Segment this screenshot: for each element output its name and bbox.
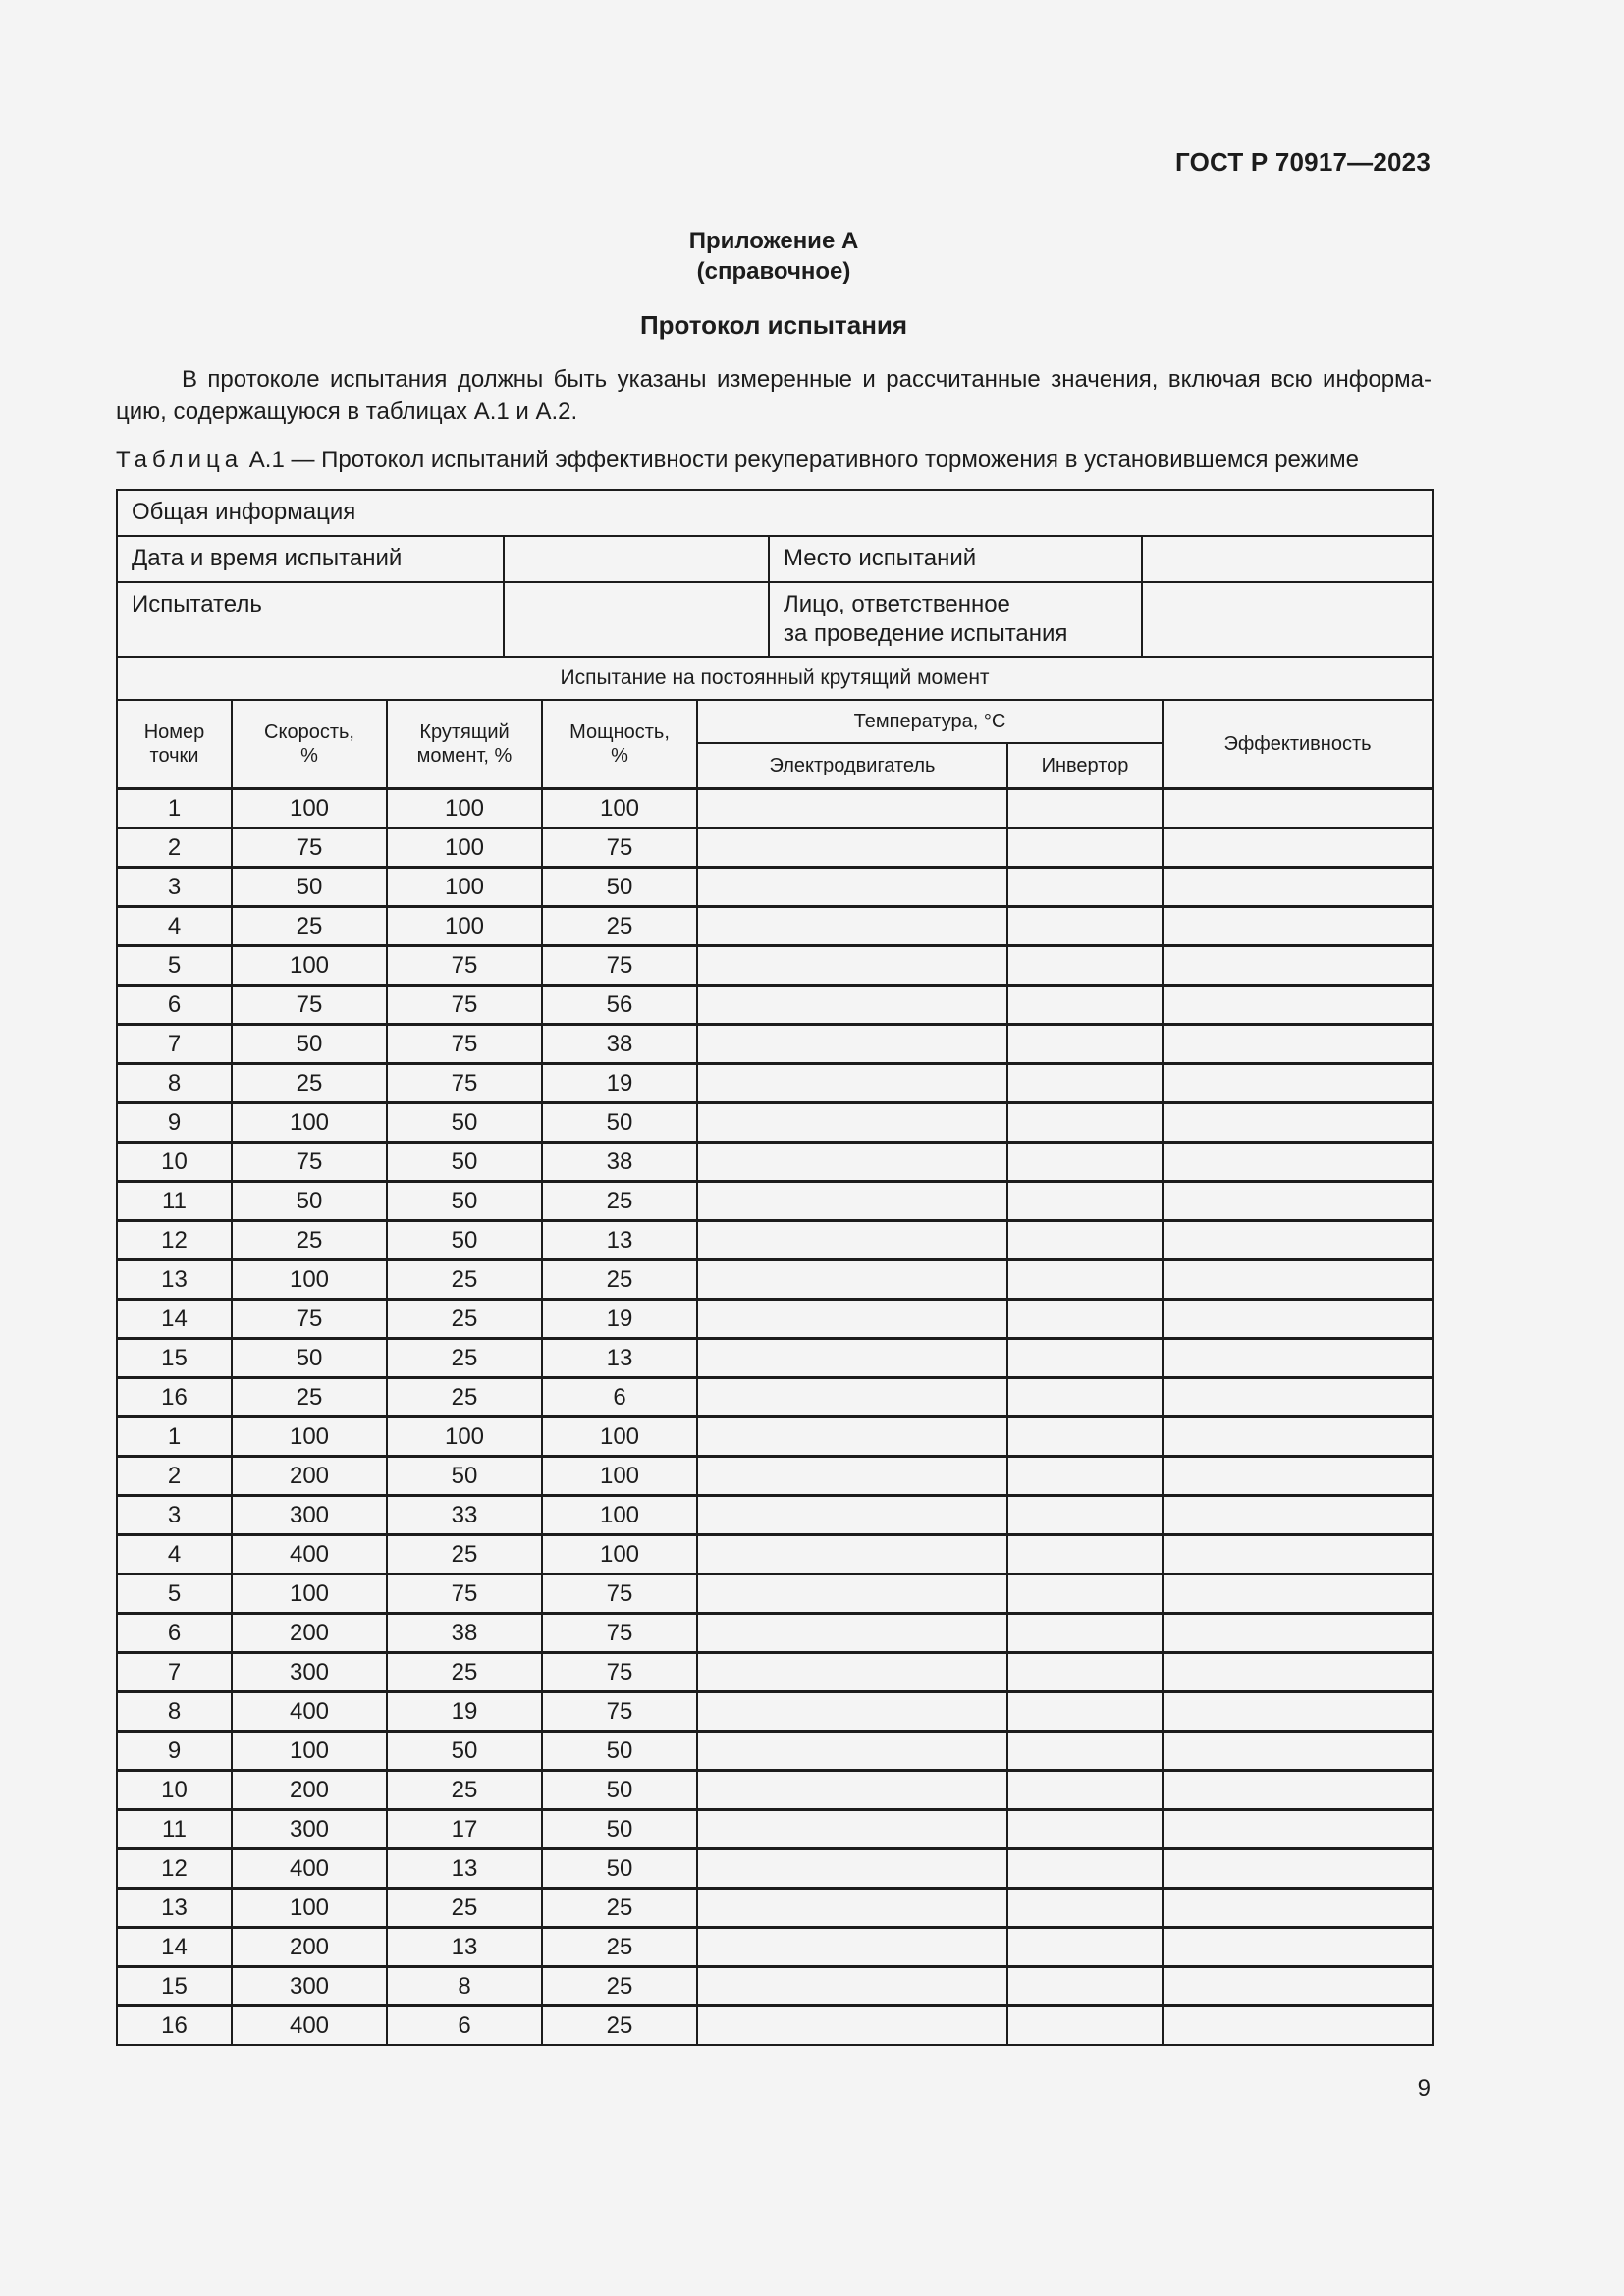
cell-point: 16 bbox=[117, 2006, 232, 2046]
table-row bbox=[117, 1457, 1433, 1496]
table-row bbox=[117, 868, 1433, 907]
cell-speed: 100 bbox=[232, 1732, 387, 1771]
cell-power: 6 bbox=[542, 1378, 697, 1417]
column-header-torque bbox=[387, 700, 542, 789]
table-row bbox=[117, 907, 1433, 946]
table-row bbox=[117, 1653, 1433, 1692]
cell-speed: 200 bbox=[232, 1771, 387, 1810]
cell-torque: 25 bbox=[387, 1378, 542, 1417]
cell-speed: 25 bbox=[232, 1064, 387, 1103]
table-row bbox=[117, 1535, 1433, 1575]
column-header-speed-line-1: Скорость, bbox=[264, 721, 354, 743]
cell-point: 4 bbox=[117, 907, 232, 946]
test-place-label: Место испытаний bbox=[769, 536, 1142, 582]
cell-efficiency[interactable] bbox=[1163, 1575, 1433, 1614]
cell-power: 50 bbox=[542, 1849, 697, 1889]
column-header-point-line-1: Номер bbox=[143, 721, 205, 743]
appendix-subtitle: (справочное) bbox=[696, 258, 851, 285]
cell-inverter-temp[interactable] bbox=[1007, 1653, 1163, 1692]
table-row bbox=[117, 1732, 1433, 1771]
column-header-point bbox=[117, 700, 232, 789]
cell-torque: 8 bbox=[387, 1967, 542, 2006]
cell-efficiency[interactable] bbox=[1163, 907, 1433, 946]
column-header-speed bbox=[232, 700, 387, 789]
table-row bbox=[117, 1575, 1433, 1614]
cell-inverter-temp[interactable] bbox=[1007, 1692, 1163, 1732]
cell-torque: 75 bbox=[387, 1025, 542, 1064]
cell-inverter-temp[interactable] bbox=[1007, 1339, 1163, 1378]
cell-power: 75 bbox=[542, 946, 697, 986]
cell-motor-temp[interactable] bbox=[697, 2006, 1007, 2046]
test-date-value[interactable] bbox=[504, 536, 769, 582]
cell-torque: 75 bbox=[387, 1575, 542, 1614]
cell-power: 75 bbox=[542, 828, 697, 868]
cell-efficiency[interactable] bbox=[1163, 789, 1433, 828]
cell-point: 16 bbox=[117, 1378, 232, 1417]
cell-efficiency[interactable] bbox=[1163, 1103, 1433, 1143]
general-info-table bbox=[116, 489, 1434, 658]
cell-motor-temp[interactable] bbox=[697, 1221, 1007, 1260]
cell-point: 1 bbox=[117, 1417, 232, 1457]
cell-speed: 300 bbox=[232, 1653, 387, 1692]
cell-point: 12 bbox=[117, 1221, 232, 1260]
cell-speed: 75 bbox=[232, 828, 387, 868]
cell-inverter-temp[interactable] bbox=[1007, 1496, 1163, 1535]
table-row bbox=[117, 789, 1433, 828]
section-title: Протокол испытания bbox=[639, 310, 908, 340]
cell-efficiency[interactable] bbox=[1163, 1417, 1433, 1457]
cell-speed: 200 bbox=[232, 1928, 387, 1967]
cell-motor-temp[interactable] bbox=[697, 1182, 1007, 1221]
cell-inverter-temp[interactable] bbox=[1007, 1889, 1163, 1928]
document-code: ГОСТ Р 70917—2023 bbox=[1175, 147, 1431, 177]
cell-speed: 300 bbox=[232, 1967, 387, 2006]
cell-motor-temp[interactable] bbox=[697, 1967, 1007, 2006]
cell-speed: 300 bbox=[232, 1496, 387, 1535]
cell-efficiency[interactable] bbox=[1163, 2006, 1433, 2046]
cell-point: 7 bbox=[117, 1653, 232, 1692]
table-row bbox=[117, 1692, 1433, 1732]
cell-point: 3 bbox=[117, 1496, 232, 1535]
cell-efficiency[interactable] bbox=[1163, 1143, 1433, 1182]
table-caption-text: А.1 — Протокол испытаний эффективности рекуперативного торможения в установившемся режиме bbox=[243, 447, 1359, 473]
cell-torque: 100 bbox=[387, 1417, 542, 1457]
responsible-label bbox=[769, 582, 1142, 657]
general-info-label: Общая информация bbox=[117, 490, 1433, 536]
cell-power: 25 bbox=[542, 1260, 697, 1300]
cell-torque: 75 bbox=[387, 986, 542, 1025]
cell-torque: 50 bbox=[387, 1103, 542, 1143]
table-row bbox=[117, 1496, 1433, 1535]
cell-inverter-temp[interactable] bbox=[1007, 907, 1163, 946]
table-row bbox=[117, 1889, 1433, 1928]
cell-torque: 13 bbox=[387, 1849, 542, 1889]
appendix-heading bbox=[0, 226, 1547, 287]
cell-point: 14 bbox=[117, 1300, 232, 1339]
test-table-caption: Испытание на постоянный крутящий момент bbox=[117, 657, 1433, 700]
column-header-torque-line-1: Крутящий bbox=[419, 721, 510, 743]
cell-inverter-temp[interactable] bbox=[1007, 2006, 1163, 2046]
cell-inverter-temp[interactable] bbox=[1007, 1103, 1163, 1143]
cell-efficiency[interactable] bbox=[1163, 1614, 1433, 1653]
cell-torque: 33 bbox=[387, 1496, 542, 1535]
cell-efficiency[interactable] bbox=[1163, 828, 1433, 868]
table-row bbox=[117, 1967, 1433, 2006]
cell-motor-temp[interactable] bbox=[697, 1025, 1007, 1064]
table-row bbox=[117, 1025, 1433, 1064]
cell-power: 19 bbox=[542, 1300, 697, 1339]
cell-torque: 6 bbox=[387, 2006, 542, 2046]
cell-point: 7 bbox=[117, 1025, 232, 1064]
cell-inverter-temp[interactable] bbox=[1007, 1575, 1163, 1614]
cell-power: 100 bbox=[542, 1496, 697, 1535]
cell-torque: 25 bbox=[387, 1300, 542, 1339]
cell-efficiency[interactable] bbox=[1163, 1653, 1433, 1692]
cell-torque: 100 bbox=[387, 828, 542, 868]
cell-speed: 100 bbox=[232, 789, 387, 828]
cell-point: 5 bbox=[117, 1575, 232, 1614]
cell-inverter-temp[interactable] bbox=[1007, 1064, 1163, 1103]
table-row bbox=[117, 1339, 1433, 1378]
cell-point: 9 bbox=[117, 1732, 232, 1771]
cell-torque: 50 bbox=[387, 1732, 542, 1771]
cell-power: 75 bbox=[542, 1653, 697, 1692]
cell-speed: 25 bbox=[232, 1378, 387, 1417]
cell-speed: 100 bbox=[232, 1260, 387, 1300]
table-row bbox=[117, 1182, 1433, 1221]
cell-point: 13 bbox=[117, 1260, 232, 1300]
cell-torque: 19 bbox=[387, 1692, 542, 1732]
intro-line-2: цию, содержащуюся в таблицах А.1 и А.2. bbox=[116, 399, 578, 425]
cell-efficiency[interactable] bbox=[1163, 1064, 1433, 1103]
cell-power: 25 bbox=[542, 2006, 697, 2046]
cell-inverter-temp[interactable] bbox=[1007, 946, 1163, 986]
column-header-torque-line-2: момент, % bbox=[416, 745, 513, 767]
cell-inverter-temp[interactable] bbox=[1007, 1025, 1163, 1064]
cell-inverter-temp[interactable] bbox=[1007, 1849, 1163, 1889]
table-row bbox=[117, 1378, 1433, 1417]
cell-efficiency[interactable] bbox=[1163, 1849, 1433, 1889]
cell-efficiency[interactable] bbox=[1163, 1810, 1433, 1849]
cell-motor-temp[interactable] bbox=[697, 1614, 1007, 1653]
cell-power: 38 bbox=[542, 1143, 697, 1182]
cell-inverter-temp[interactable] bbox=[1007, 1928, 1163, 1967]
cell-efficiency[interactable] bbox=[1163, 1260, 1433, 1300]
cell-motor-temp[interactable] bbox=[697, 1457, 1007, 1496]
cell-motor-temp[interactable] bbox=[697, 1339, 1007, 1378]
column-header-power-line-1: Мощность, bbox=[569, 721, 670, 743]
cell-power: 13 bbox=[542, 1339, 697, 1378]
test-results-table bbox=[116, 656, 1434, 2046]
cell-power: 13 bbox=[542, 1221, 697, 1260]
cell-speed: 100 bbox=[232, 1103, 387, 1143]
cell-speed: 100 bbox=[232, 1575, 387, 1614]
cell-speed: 75 bbox=[232, 1300, 387, 1339]
cell-point: 9 bbox=[117, 1103, 232, 1143]
cell-speed: 200 bbox=[232, 1614, 387, 1653]
cell-motor-temp[interactable] bbox=[697, 1810, 1007, 1849]
tester-value[interactable] bbox=[504, 582, 769, 657]
cell-speed: 400 bbox=[232, 1535, 387, 1575]
cell-torque: 25 bbox=[387, 1653, 542, 1692]
cell-inverter-temp[interactable] bbox=[1007, 789, 1163, 828]
cell-point: 12 bbox=[117, 1849, 232, 1889]
cell-efficiency[interactable] bbox=[1163, 1535, 1433, 1575]
cell-efficiency[interactable] bbox=[1163, 1339, 1433, 1378]
table-row bbox=[117, 1614, 1433, 1653]
cell-speed: 25 bbox=[232, 1221, 387, 1260]
cell-point: 10 bbox=[117, 1771, 232, 1810]
table-row bbox=[117, 1928, 1433, 1967]
cell-power: 56 bbox=[542, 986, 697, 1025]
cell-motor-temp[interactable] bbox=[697, 828, 1007, 868]
cell-motor-temp[interactable] bbox=[697, 1732, 1007, 1771]
column-header-inverter: Инвертор bbox=[1007, 743, 1163, 789]
cell-inverter-temp[interactable] bbox=[1007, 1535, 1163, 1575]
cell-power: 50 bbox=[542, 1732, 697, 1771]
cell-efficiency[interactable] bbox=[1163, 1496, 1433, 1535]
table-row bbox=[117, 1849, 1433, 1889]
cell-motor-temp[interactable] bbox=[697, 1103, 1007, 1143]
cell-power: 75 bbox=[542, 1614, 697, 1653]
cell-efficiency[interactable] bbox=[1163, 1967, 1433, 2006]
cell-point: 2 bbox=[117, 1457, 232, 1496]
cell-efficiency[interactable] bbox=[1163, 1457, 1433, 1496]
cell-point: 11 bbox=[117, 1810, 232, 1849]
table-row bbox=[117, 1260, 1433, 1300]
cell-speed: 200 bbox=[232, 1457, 387, 1496]
cell-efficiency[interactable] bbox=[1163, 946, 1433, 986]
table-caption bbox=[116, 447, 1359, 474]
cell-motor-temp[interactable] bbox=[697, 1771, 1007, 1810]
cell-power: 75 bbox=[542, 1692, 697, 1732]
cell-torque: 25 bbox=[387, 1771, 542, 1810]
cell-point: 4 bbox=[117, 1535, 232, 1575]
cell-speed: 300 bbox=[232, 1810, 387, 1849]
cell-torque: 25 bbox=[387, 1339, 542, 1378]
cell-speed: 400 bbox=[232, 2006, 387, 2046]
cell-motor-temp[interactable] bbox=[697, 1300, 1007, 1339]
cell-power: 100 bbox=[542, 789, 697, 828]
cell-torque: 50 bbox=[387, 1143, 542, 1182]
table-row bbox=[117, 1143, 1433, 1182]
cell-torque: 38 bbox=[387, 1614, 542, 1653]
test-date-label: Дата и время испытаний bbox=[117, 536, 504, 582]
cell-speed: 75 bbox=[232, 1143, 387, 1182]
cell-efficiency[interactable] bbox=[1163, 868, 1433, 907]
cell-inverter-temp[interactable] bbox=[1007, 1732, 1163, 1771]
table-row bbox=[117, 828, 1433, 868]
cell-power: 100 bbox=[542, 1457, 697, 1496]
cell-motor-temp[interactable] bbox=[697, 1849, 1007, 1889]
cell-efficiency[interactable] bbox=[1163, 1300, 1433, 1339]
cell-torque: 100 bbox=[387, 789, 542, 828]
cell-motor-temp[interactable] bbox=[697, 868, 1007, 907]
cell-speed: 100 bbox=[232, 1889, 387, 1928]
cell-point: 13 bbox=[117, 1889, 232, 1928]
cell-torque: 17 bbox=[387, 1810, 542, 1849]
cell-power: 19 bbox=[542, 1064, 697, 1103]
cell-point: 8 bbox=[117, 1692, 232, 1732]
cell-point: 3 bbox=[117, 868, 232, 907]
cell-inverter-temp[interactable] bbox=[1007, 1457, 1163, 1496]
table-caption-label: Таблица bbox=[116, 447, 244, 473]
cell-point: 15 bbox=[117, 1967, 232, 2006]
cell-torque: 100 bbox=[387, 907, 542, 946]
cell-motor-temp[interactable] bbox=[697, 1889, 1007, 1928]
cell-point: 15 bbox=[117, 1339, 232, 1378]
cell-speed: 50 bbox=[232, 868, 387, 907]
cell-power: 50 bbox=[542, 1103, 697, 1143]
cell-point: 14 bbox=[117, 1928, 232, 1967]
appendix-title: Приложение А bbox=[688, 228, 859, 254]
cell-point: 11 bbox=[117, 1182, 232, 1221]
cell-torque: 25 bbox=[387, 1260, 542, 1300]
cell-inverter-temp[interactable] bbox=[1007, 986, 1163, 1025]
cell-inverter-temp[interactable] bbox=[1007, 1378, 1163, 1417]
cell-motor-temp[interactable] bbox=[697, 1535, 1007, 1575]
cell-motor-temp[interactable] bbox=[697, 946, 1007, 986]
column-header-speed-line-2: % bbox=[300, 745, 318, 767]
cell-motor-temp[interactable] bbox=[697, 1260, 1007, 1300]
cell-torque: 75 bbox=[387, 946, 542, 986]
cell-speed: 100 bbox=[232, 1417, 387, 1457]
cell-power: 25 bbox=[542, 1928, 697, 1967]
cell-inverter-temp[interactable] bbox=[1007, 868, 1163, 907]
cell-torque: 50 bbox=[387, 1182, 542, 1221]
cell-speed: 100 bbox=[232, 946, 387, 986]
cell-efficiency[interactable] bbox=[1163, 1182, 1433, 1221]
cell-inverter-temp[interactable] bbox=[1007, 1967, 1163, 2006]
cell-motor-temp[interactable] bbox=[697, 1692, 1007, 1732]
responsible-value[interactable] bbox=[1142, 582, 1433, 657]
cell-speed: 50 bbox=[232, 1182, 387, 1221]
cell-torque: 25 bbox=[387, 1889, 542, 1928]
table-row bbox=[117, 1417, 1433, 1457]
cell-inverter-temp[interactable] bbox=[1007, 1143, 1163, 1182]
table-row bbox=[117, 986, 1433, 1025]
cell-power: 75 bbox=[542, 1575, 697, 1614]
cell-speed: 400 bbox=[232, 1849, 387, 1889]
column-header-point-line-2: точки bbox=[149, 745, 199, 767]
cell-motor-temp[interactable] bbox=[697, 1378, 1007, 1417]
table-row bbox=[117, 1771, 1433, 1810]
cell-power: 38 bbox=[542, 1025, 697, 1064]
cell-power: 25 bbox=[542, 1889, 697, 1928]
table-row bbox=[117, 1810, 1433, 1849]
cell-motor-temp[interactable] bbox=[697, 1143, 1007, 1182]
intro-line-1: В протоколе испытания должны быть указаны измеренные и рассчитанные значения, включая всю информа- bbox=[182, 366, 1432, 393]
cell-point: 2 bbox=[117, 828, 232, 868]
cell-torque: 25 bbox=[387, 1535, 542, 1575]
cell-efficiency[interactable] bbox=[1163, 1692, 1433, 1732]
cell-inverter-temp[interactable] bbox=[1007, 1810, 1163, 1849]
cell-efficiency[interactable] bbox=[1163, 1771, 1433, 1810]
table-row bbox=[117, 1064, 1433, 1103]
cell-motor-temp[interactable] bbox=[697, 1064, 1007, 1103]
cell-inverter-temp[interactable] bbox=[1007, 1417, 1163, 1457]
cell-inverter-temp[interactable] bbox=[1007, 1300, 1163, 1339]
cell-power: 100 bbox=[542, 1535, 697, 1575]
cell-efficiency[interactable] bbox=[1163, 986, 1433, 1025]
column-header-power bbox=[542, 700, 697, 789]
column-header-motor: Электродвигатель bbox=[697, 743, 1007, 789]
cell-inverter-temp[interactable] bbox=[1007, 1771, 1163, 1810]
cell-power: 25 bbox=[542, 1182, 697, 1221]
cell-power: 25 bbox=[542, 1967, 697, 2006]
cell-motor-temp[interactable] bbox=[697, 1417, 1007, 1457]
test-table-body bbox=[117, 789, 1433, 2046]
cell-power: 50 bbox=[542, 1810, 697, 1849]
cell-torque: 75 bbox=[387, 1064, 542, 1103]
cell-efficiency[interactable] bbox=[1163, 1025, 1433, 1064]
cell-point: 5 bbox=[117, 946, 232, 986]
cell-torque: 13 bbox=[387, 1928, 542, 1967]
cell-inverter-temp[interactable] bbox=[1007, 828, 1163, 868]
cell-torque: 50 bbox=[387, 1221, 542, 1260]
cell-speed: 400 bbox=[232, 1692, 387, 1732]
cell-torque: 100 bbox=[387, 868, 542, 907]
cell-inverter-temp[interactable] bbox=[1007, 1614, 1163, 1653]
cell-motor-temp[interactable] bbox=[697, 1653, 1007, 1692]
cell-efficiency[interactable] bbox=[1163, 1378, 1433, 1417]
cell-motor-temp[interactable] bbox=[697, 1928, 1007, 1967]
intro-paragraph bbox=[116, 363, 1432, 428]
table-row bbox=[117, 1221, 1433, 1260]
cell-inverter-temp[interactable] bbox=[1007, 1221, 1163, 1260]
cell-speed: 50 bbox=[232, 1025, 387, 1064]
cell-motor-temp[interactable] bbox=[697, 1575, 1007, 1614]
cell-inverter-temp[interactable] bbox=[1007, 1260, 1163, 1300]
cell-speed: 25 bbox=[232, 907, 387, 946]
cell-efficiency[interactable] bbox=[1163, 1732, 1433, 1771]
cell-power: 100 bbox=[542, 1417, 697, 1457]
cell-speed: 75 bbox=[232, 986, 387, 1025]
cell-speed: 50 bbox=[232, 1339, 387, 1378]
responsible-label-line-2: за проведение испытания bbox=[784, 620, 1068, 647]
cell-point: 6 bbox=[117, 986, 232, 1025]
cell-efficiency[interactable] bbox=[1163, 1928, 1433, 1967]
cell-motor-temp[interactable] bbox=[697, 986, 1007, 1025]
test-place-value[interactable] bbox=[1142, 536, 1433, 582]
cell-power: 50 bbox=[542, 1771, 697, 1810]
cell-inverter-temp[interactable] bbox=[1007, 1182, 1163, 1221]
column-header-power-line-2: % bbox=[611, 745, 628, 767]
table-row bbox=[117, 1103, 1433, 1143]
cell-power: 25 bbox=[542, 907, 697, 946]
cell-power: 50 bbox=[542, 868, 697, 907]
cell-efficiency[interactable] bbox=[1163, 1221, 1433, 1260]
column-header-efficiency: Эффективность bbox=[1163, 700, 1433, 789]
table-row bbox=[117, 2006, 1433, 2046]
cell-motor-temp[interactable] bbox=[697, 1496, 1007, 1535]
table-row bbox=[117, 1300, 1433, 1339]
cell-torque: 50 bbox=[387, 1457, 542, 1496]
cell-efficiency[interactable] bbox=[1163, 1889, 1433, 1928]
column-header-temperature: Температура, °C bbox=[697, 700, 1163, 743]
tester-label: Испытатель bbox=[117, 582, 504, 657]
responsible-label-line-1: Лицо, ответственное bbox=[784, 591, 1010, 617]
cell-motor-temp[interactable] bbox=[697, 907, 1007, 946]
cell-point: 6 bbox=[117, 1614, 232, 1653]
page-number: 9 bbox=[1417, 2075, 1431, 2102]
cell-point: 8 bbox=[117, 1064, 232, 1103]
cell-point: 1 bbox=[117, 789, 232, 828]
cell-point: 10 bbox=[117, 1143, 232, 1182]
table-row bbox=[117, 946, 1433, 986]
cell-motor-temp[interactable] bbox=[697, 789, 1007, 828]
